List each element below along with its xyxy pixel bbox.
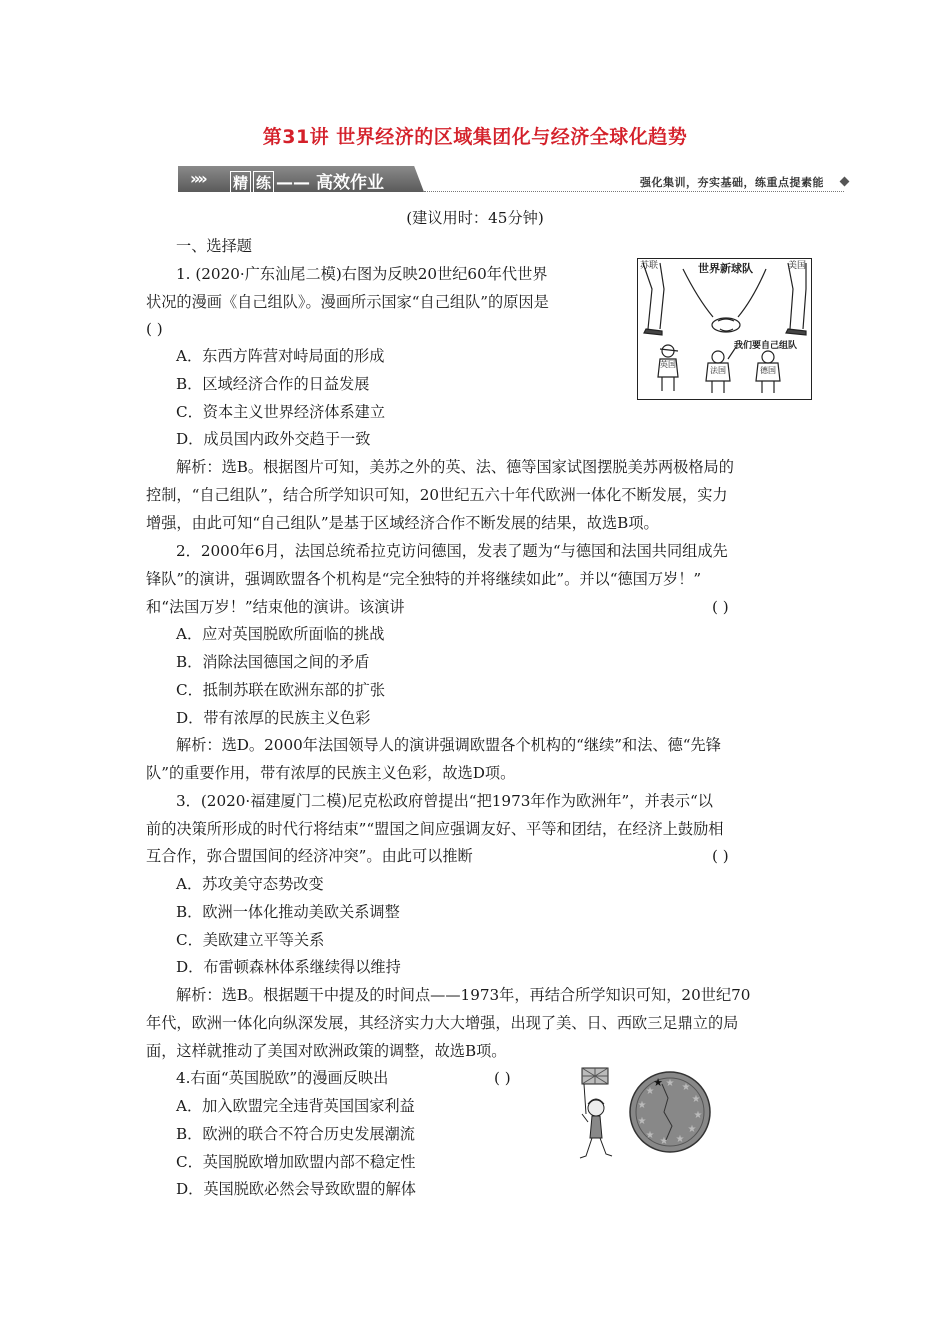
svg-text:★: ★ [645, 1086, 655, 1097]
q1-answer-blank: ( ) [146, 320, 163, 338]
q4-option-a: A．加入欧盟完全违背英国国家利益 [176, 1097, 415, 1115]
cartoon-label-ussr: 苏联 [640, 261, 659, 271]
q2-stem-line-3: 和“法国万岁！”结束他的演讲。该演讲 [146, 598, 405, 616]
cartoon-self-team [637, 258, 812, 400]
q2-option-b: B．消除法国德国之间的矛盾 [176, 653, 370, 671]
svg-text:★: ★ [645, 1130, 655, 1141]
svg-text:★: ★ [687, 1124, 697, 1135]
svg-text:★: ★ [653, 1076, 663, 1089]
q2-option-c: C．抵制苏联在欧洲东部的扩张 [176, 681, 386, 699]
svg-text:★: ★ [693, 1110, 703, 1121]
q1-analysis-line-3: 增强，由此可知“自己组队”是基于区域经济合作不断发展的结果，故选B项。 [146, 514, 659, 532]
q3-option-a: A．苏攻美守态势改变 [176, 875, 324, 893]
svg-text:★: ★ [675, 1134, 685, 1145]
section-banner [178, 166, 850, 194]
q1-analysis-line-2: 控制，“自己组队”，结合所学知识可知，20世纪五六十年代欧洲一体化不断发展，实力 [146, 486, 728, 504]
banner-box-2: 练 [253, 171, 274, 194]
q3-analysis-line-1: 解析：选B。根据题干中提及的时间点——1973年，再结合所学知识可知，20世纪70 [176, 986, 751, 1004]
q3-answer-blank: ( ) [712, 847, 729, 865]
q4-option-b: B．欧洲的联合不符合历史发展潮流 [176, 1125, 415, 1143]
cartoon-label-fr: 法国 [710, 366, 726, 375]
q3-stem-line-2: 前的决策所形成的时代行将结束”“盟国之间应强调友好、平等和团结，在经济上鼓励相 [146, 820, 724, 838]
cartoon-brexit [572, 1064, 722, 1164]
cartoon-speech: 我们要自己组队 [734, 341, 798, 351]
q1-option-a: A．东西方阵营对峙局面的形成 [176, 347, 385, 365]
q3-analysis-line-3: 面，这样就推动了美国对欧洲政策的调整，故选B项。 [146, 1042, 507, 1060]
svg-text:★: ★ [659, 1136, 669, 1147]
banner-label-text: —— 高效作业 [276, 173, 384, 193]
q1-stem-line-2: 状况的漫画《自己组队》。漫画所示国家“自己组队”的原因是 [146, 293, 549, 311]
q4-option-c: C．英国脱欧增加欧盟内部不稳定性 [176, 1153, 416, 1171]
cartoon-label-team: 世界新球队 [698, 262, 753, 275]
banner-slogan: 强化集训，夯实基础，练重点提素能 [640, 176, 824, 189]
q3-option-b: B．欧洲一体化推动美欧关系调整 [176, 903, 400, 921]
banner-label [230, 168, 384, 194]
banner-divider [424, 191, 844, 192]
q2-stem-line-2: 锋队”的演讲，强调欧盟各个机构是“完全独特的并将继续如此”。并以“德国万岁！” [146, 570, 702, 588]
q3-analysis-line-2: 年代，欧洲一体化向纵深发展，其经济实力大大增强，出现了美、日、西欧三足鼎立的局 [146, 1014, 739, 1032]
svg-text:★: ★ [681, 1082, 691, 1093]
svg-text:★: ★ [637, 1116, 647, 1127]
q3-option-d: D．布雷顿森林体系继续得以维持 [176, 958, 401, 976]
section-heading: 一、选择题 [176, 237, 252, 255]
q4-stem: 4.右面“英国脱欧”的漫画反映出 [176, 1069, 389, 1087]
time-hint: (建议用时：45分钟) [406, 209, 544, 227]
q2-analysis-line-1: 解析：选D。2000年法国领导人的演讲强调欧盟各个机构的“继续”和法、德“先锋 [176, 736, 721, 754]
q3-stem-line-1: 3．(2020·福建厦门二模)尼克松政府曾提出“把1973年作为欧洲年”，并表示“以 [176, 792, 713, 810]
q2-stem-line-1: 2．2000年6月，法国总统希拉克访问德国，发表了题为“与德国和法国共同组成先 [176, 542, 728, 560]
q4-option-d: D．英国脱欧必然会导致欧盟的解体 [176, 1180, 416, 1198]
q1-option-b: B．区域经济合作的日益发展 [176, 375, 370, 393]
q2-answer-blank: ( ) [712, 598, 729, 616]
page-title: 第31讲 世界经济的区域集团化与经济全球化趋势 [262, 126, 688, 148]
cartoon-label-de: 德国 [760, 366, 776, 375]
q2-analysis-line-2: 队”的重要作用，带有浓厚的民族主义色彩，故选D项。 [146, 764, 516, 782]
chevron-right-icon: »» [190, 169, 205, 188]
diamond-icon [840, 177, 850, 187]
cartoon-label-uk: 英国 [660, 360, 676, 369]
q3-option-c: C．美欧建立平等关系 [176, 931, 325, 949]
q2-option-d: D．带有浓厚的民族主义色彩 [176, 709, 371, 727]
q1-option-c: C．资本主义世界经济体系建立 [176, 403, 386, 421]
svg-text:★: ★ [637, 1100, 647, 1111]
q1-option-d: D．成员国内政外交趋于一致 [176, 430, 371, 448]
svg-text:★: ★ [691, 1094, 701, 1105]
q1-analysis-line-1: 解析：选B。根据图片可知，美苏之外的英、法、德等国家试图摆脱美苏两极格局的 [176, 458, 734, 476]
q1-stem-line-1: 1. (2020·广东汕尾二模)右图为反映20世纪60年代世界 [176, 265, 548, 283]
q2-option-a: A．应对英国脱欧所面临的挑战 [176, 625, 385, 643]
svg-text:★: ★ [665, 1078, 675, 1089]
banner-box-1: 精 [230, 171, 251, 194]
q4-answer-blank: ( ) [494, 1069, 511, 1087]
q3-stem-line-3: 互合作，弥合盟国间的经济冲突”。由此可以推断 [146, 847, 473, 865]
cartoon-label-usa: 美国 [788, 261, 807, 271]
